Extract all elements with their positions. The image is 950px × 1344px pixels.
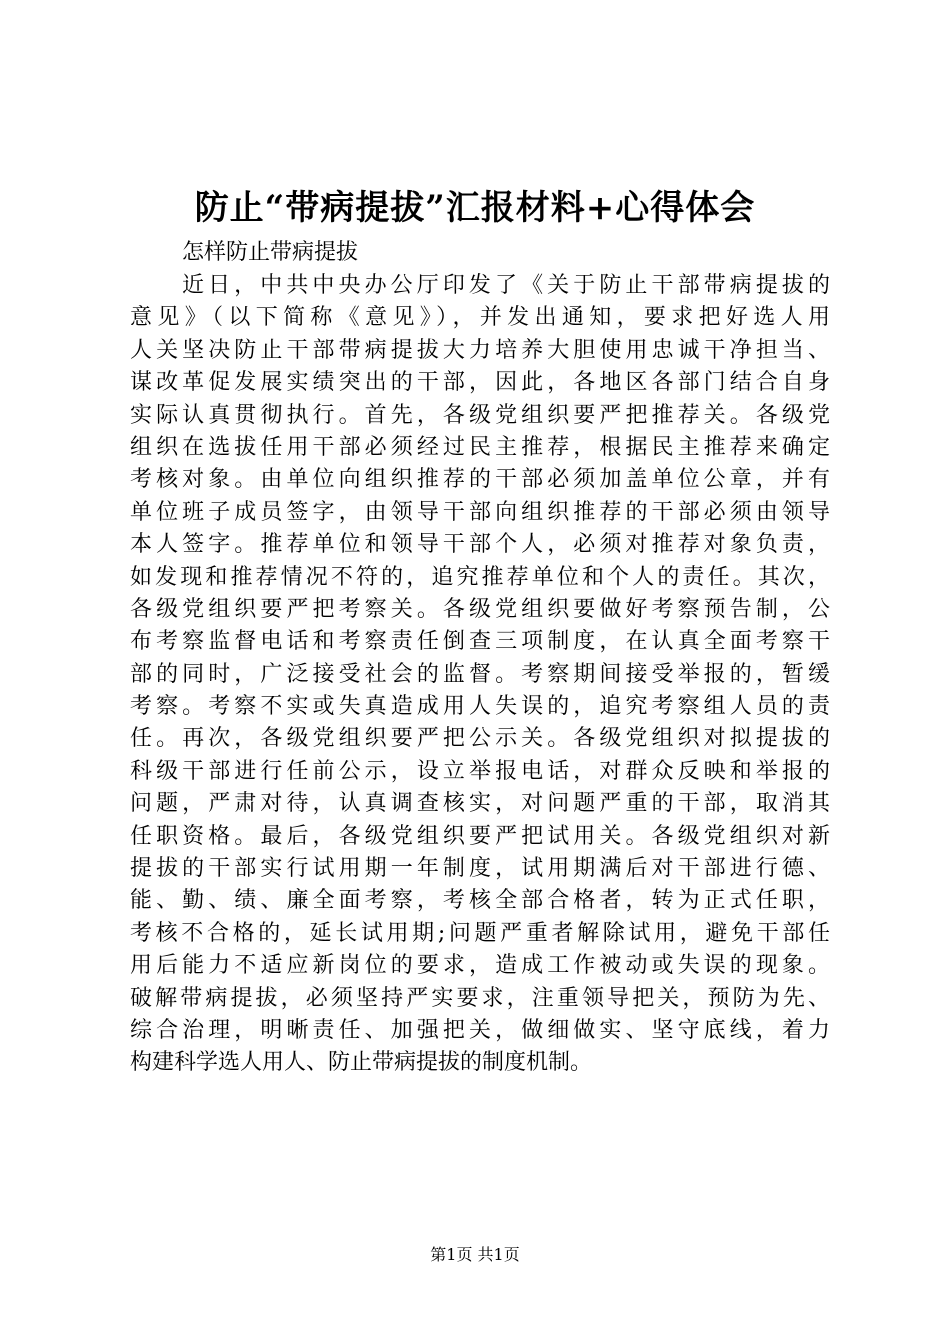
- body-line: 如发现和推荐情况不符的，追究推荐单位和个人的责任。其次，: [130, 564, 830, 590]
- body-line: 考察。考察不实或失真造成用人失误的，追究考察组人员的责: [130, 694, 830, 720]
- page-number-footer: 第1页 共1页: [430, 1245, 520, 1264]
- body-line: 意见》（以下简称《意见》），并发出通知，要求把好选人用: [130, 305, 830, 331]
- body-line: 人关坚决防止干部带病提拔大力培养大胆使用忠诚干净担当、: [130, 337, 830, 363]
- body-line: 各级党组织要严把考察关。各级党组织要做好考察预告制，公: [130, 596, 830, 622]
- body-line: 用后能力不适应新岗位的要求，造成工作被动或失误的现象。: [130, 953, 830, 979]
- body-line: 部的同时，广泛接受社会的监督。考察期间接受举报的，暂缓: [130, 661, 830, 687]
- body-line: 单位班子成员签字，由领导干部向组织推荐的干部必须由领导: [130, 499, 830, 525]
- document-title: 防止“带病提拔”汇报材料+心得体会: [194, 188, 756, 228]
- body-line: 组织在选拔任用干部必须经过民主推荐，根据民主推荐来确定: [130, 434, 830, 460]
- body-line: 问题，严肃对待，认真调查核实，对问题严重的干部，取消其: [130, 791, 830, 817]
- body-line: 任职资格。最后，各级党组织要严把试用关。各级党组织对新: [130, 823, 830, 849]
- body-line: 考核对象。由单位向组织推荐的干部必须加盖单位公章，并有: [130, 467, 830, 493]
- body-paragraph: [130, 270, 830, 1080]
- body-line: 布考察监督电话和考察责任倒查三项制度，在认真全面考察干: [130, 629, 830, 655]
- body-line: 本人签字。推荐单位和领导干部个人，必须对推荐对象负责，: [130, 532, 830, 558]
- body-line: 近日，中共中央办公厅印发了《关于防止干部带病提拔的: [182, 273, 830, 298]
- body-line: 实际认真贯彻执行。首先，各级党组织要严把推荐关。各级党: [130, 402, 830, 428]
- body-line: 破解带病提拔，必须坚持严实要求，注重领导把关，预防为先、: [130, 985, 830, 1011]
- body-line: 综合治理，明晰责任、加强把关，做细做实、坚守底线，着力: [130, 1017, 830, 1043]
- body-line: 任。再次，各级党组织要严把公示关。各级党组织对拟提拔的: [130, 726, 830, 752]
- document-subtitle: 怎样防止带病提拔: [182, 240, 359, 265]
- body-line: 构建科学选人用人、防止带病提拔的制度机制。: [130, 1050, 593, 1076]
- body-line: 谋改革促发展实绩突出的干部，因此，各地区各部门结合自身: [130, 370, 830, 396]
- body-line: 考核不合格的，延长试用期;问题严重者解除试用，避免干部任: [130, 920, 830, 946]
- body-line: 提拔的干部实行试用期一年制度，试用期满后对干部进行德、: [130, 856, 830, 882]
- body-line: 能、勤、绩、廉全面考察，考核全部合格者，转为正式任职，: [130, 888, 830, 914]
- body-line: 科级干部进行任前公示，设立举报电话，对群众反映和举报的: [130, 758, 830, 784]
